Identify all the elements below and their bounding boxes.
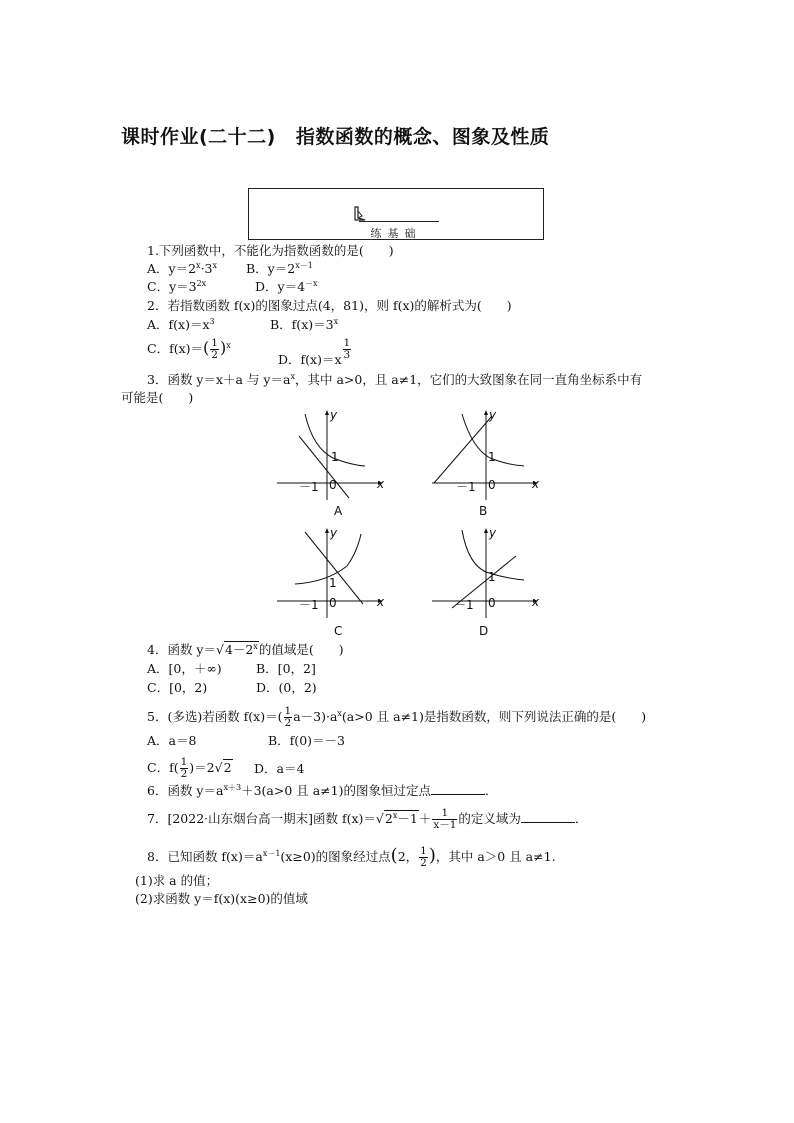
banner-rule [359, 221, 439, 222]
pen-icon [353, 206, 367, 222]
q6-stem: 6．函数 $y=a^{x+3}+3(a>0$ 且 a≠1)的图象恒过定点 ． [147, 783, 498, 798]
q7-answer-blank [521, 812, 575, 823]
graph-c-tick-1: 1 [329, 576, 337, 590]
q4-stem: 4．函数 $y=√4-2^x$的值域是( ) [147, 642, 344, 657]
q1-stem: 1.下列函数中，不能化为指数函数的是( ) [147, 243, 394, 258]
graph-a-caption: A [334, 504, 343, 518]
q1-option-b: B．$y=2^{x-1}$ [246, 261, 313, 276]
q2-option-d: D．f(x)＝x $\frac{1}{3}$ [278, 337, 351, 367]
graph-b-tick-1: 1 [488, 450, 496, 464]
q8-stem: 8．已知函数 $f(x)=a^{x-1}(x\ge 0)$的图象经过点(2， $\frac{1}{2}$ )，其中 a＞0 且 a≠1. [147, 845, 556, 869]
q4-option-d: D．(0，2) [256, 680, 317, 695]
q3-stem-line1: 3．函数 y＝x＋a 与 $y=a^x$，其中 a>0，且 a≠1，它们的大致图象在同一直角坐标系中有 [147, 372, 643, 387]
q5-option-c: C．f( $\frac{1}{2}$ )＝2√2 [147, 756, 232, 780]
graph-c [277, 526, 387, 625]
graph-a-tick-0: 0 [329, 478, 337, 492]
q6-answer-blank [431, 784, 485, 795]
q5-stem: 5．(多选)若函数 f(x)＝( $\frac{1}{2}$ $a-3)\cdot a^x(a>0$ 且 a≠1)是指数函数，则下列说法正确的是( ) [147, 705, 647, 729]
graph-b-x-label: x [532, 477, 540, 491]
q2-option-a: A．$f(x)=x^3$ [147, 317, 215, 332]
graph-c-caption: C [334, 624, 343, 638]
graph-c-y-label: y [330, 526, 338, 540]
q4-option-c: C．[0，2) [147, 680, 208, 695]
graph-d-tick-1: 1 [488, 570, 496, 584]
graph-c-tick-0: 0 [329, 596, 337, 610]
graph-d-tick-0: 0 [488, 596, 496, 610]
graph-a-tick-neg1: －1 [299, 480, 319, 494]
q2-option-b: B．$f(x)=3^x$ [270, 317, 339, 332]
graph-b-tick-neg1: －1 [456, 480, 476, 494]
q7-stem: 7．[2022·山东烟台高一期末]函数 $f(x)=√2^x-1+$ $\frac{1}{x-1}$ 的定义域为 ． [147, 807, 588, 831]
q1-option-a: A．$y=2^x\cdot 3^x$ [147, 261, 218, 276]
graph-b-tick-0: 0 [488, 478, 496, 492]
graph-c-x-label: x [377, 595, 385, 609]
page-title [121, 122, 549, 149]
title-part1: 课时作业(二十二) [121, 126, 276, 148]
graph-a [277, 408, 387, 507]
graph-a-x-label: x [377, 477, 385, 491]
graph-b [432, 408, 542, 507]
graph-b-y-label: y [489, 408, 497, 422]
q5-option-d: D．a＝4 [254, 761, 305, 776]
graph-c-tick-neg1: －1 [299, 598, 319, 612]
q4-option-b: B．[0，2] [256, 661, 316, 676]
graph-b-caption: B [479, 504, 488, 518]
graph-a-y-label: y [330, 408, 338, 422]
graph-d [432, 526, 542, 625]
graph-d-y-label: y [489, 526, 497, 540]
q2-option-c: C．f(x)＝( $\frac{1}{2}$ )$^x$ [147, 337, 231, 361]
q8-sub2: (2)求函数 y＝f(x)(x≥0)的值域 [135, 891, 308, 906]
graph-a-tick-1: 1 [331, 450, 339, 464]
title-part2: 指数函数的概念、图象及性质 [295, 126, 550, 148]
q4-option-a: A．[0，＋∞) [147, 661, 222, 676]
q2-stem: 2．若指数函数 f(x)的图象过点(4，81)，则 f(x)的解析式为( ) [147, 298, 512, 313]
q5-option-a: A．a＝8 [147, 733, 197, 748]
banner-label: 练基础 [370, 227, 422, 240]
graph-d-x-label: x [532, 595, 540, 609]
graph-d-tick-neg1: －1 [454, 598, 474, 612]
q8-sub1: (1)求 a 的值； [135, 873, 219, 888]
q5-option-b: B．f(0)＝－3 [268, 733, 345, 748]
graph-d-caption: D [479, 624, 489, 638]
q1-option-c: C．$y=3^{2x}$ [147, 279, 207, 294]
q3-stem-line2: 可能是( ) [121, 390, 194, 405]
section-banner [248, 188, 544, 240]
q1-option-d: D．$y=4^{-x}$ [255, 279, 318, 294]
